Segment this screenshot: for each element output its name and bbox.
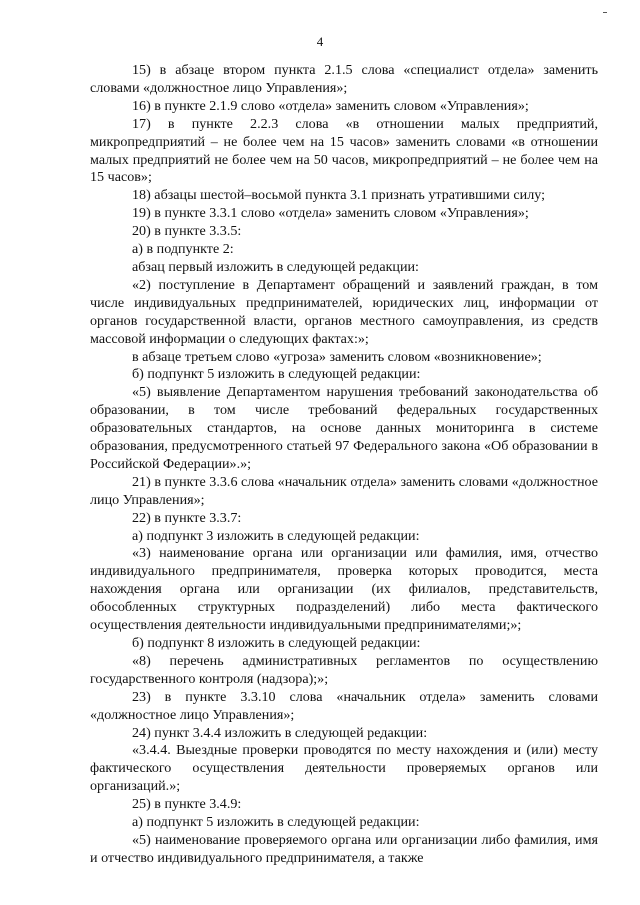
paragraph-20-b-quote: «5) выявление Департаментом нарушения требований законодательства об образовании, в том числе требований федеральных государственных образовательных стандартов, на основе данных мониторинга в системе образования, предусмотренного статьей 97 Федерального закона «Об образовании в Российской Федерации».»; <box>90 384 598 472</box>
paragraph-25-a-quote: «5) наименование проверяемого органа или организации либо фамилия, имя и отчество индивидуального предпринимателя, а также <box>90 831 598 866</box>
paragraph-22-b-quote: «8) перечень административных регламентов по осуществлению государственного контроля (надзора);»; <box>90 652 598 687</box>
paragraph-20-a-quote: «2) поступление в Департамент обращений и заявлений граждан, в том числе индивидуальных предпринимателей, юридических лиц, информации от органов государственной власти, органов местного самоуправления, из средств массовой информации о следующих фактах:»; <box>90 276 598 347</box>
paragraph-18: 18) абзацы шестой–восьмой пункта 3.1 признать утратившими силу; <box>132 187 546 204</box>
scan-mark <box>603 12 607 13</box>
paragraph-23: 23) в пункте 3.3.10 слова «начальник отдела» заменить словами «должностное лицо Управления»; <box>90 688 598 723</box>
paragraph-22-a-quote: «3) наименование органа или организации или фамилия, имя, отчество индивидуального предпринимателя, проверка которых проводится, места нахождения органа или организации (их филиалов, представительств, обособленных структурных подразделений) либо места фактического осуществления деятельности индивидуальными предпринимателями;»; <box>90 545 598 634</box>
paragraph-20-a-third: в абзаце третьем слово «угроза» заменить словом «возникновение»; <box>132 348 542 365</box>
document-body <box>90 62 598 868</box>
paragraph-20-a-intro: абзац первый изложить в следующей редакции: <box>132 258 419 275</box>
paragraph-20-b: б) подпункт 5 изложить в следующей редакции: <box>132 366 421 383</box>
paragraph-22-a: а) подпункт 3 изложить в следующей редакции: <box>132 527 420 544</box>
paragraph-17: 17) в пункте 2.2.3 слова «в отношении малых предприятий, микропредприятий – не более чем на 15 часов» заменить словами «в отношении малых предприятий не более чем на 50 часов, микропредприятий – не более чем на 15 часов»; <box>90 115 598 186</box>
paragraph-24-quote: «3.4.4. Выездные проверки проводятся по месту нахождения и (или) месту фактического осуществления деятельности проверяемых органов или организаций.»; <box>90 742 598 795</box>
paragraph-19: 19) в пункте 3.3.1 слово «отдела» заменить словом «Управления»; <box>132 205 529 222</box>
paragraph-20-a: а) в подпункте 2: <box>132 241 234 258</box>
paragraph-22-b: б) подпункт 8 изложить в следующей редакции: <box>132 635 421 651</box>
paragraph-25: 25) в пункте 3.4.9: <box>132 796 242 813</box>
paragraph-20: 20) в пункте 3.3.5: <box>132 223 242 240</box>
paragraph-21: 21) в пункте 3.3.6 слова «начальник отдела» заменить словами «должностное лицо Управления»; <box>90 473 598 508</box>
page-number: 4 <box>316 34 324 49</box>
paragraph-24: 24) пункт 3.4.4 изложить в следующей редакции: <box>132 724 428 741</box>
paragraph-15: 15) в абзаце втором пункта 2.1.5 слова «специалист отдела» заменить словами «должностное лицо Управления»; <box>90 62 598 96</box>
paragraph-22: 22) в пункте 3.3.7: <box>132 509 242 526</box>
paragraph-25-a: а) подпункт 5 изложить в следующей редакции: <box>132 814 420 831</box>
paragraph-16: 16) в пункте 2.1.9 слово «отдела» заменить словом «Управления»; <box>132 97 529 114</box>
